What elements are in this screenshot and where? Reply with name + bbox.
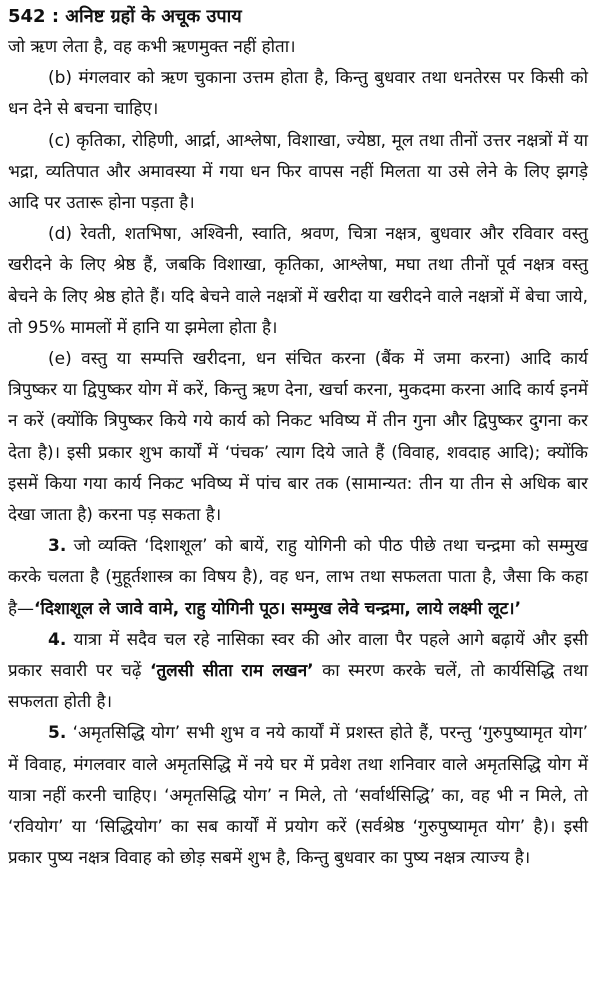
paragraph-c: (c) कृतिका, रोहिणी, आर्द्रा, आश्लेषा, विशाखा, ज्येष्ठा, मूल तथा तीनों उत्तर नक्षत्रों में या भद्रा, व्यतिपात और अमावस्या में गया धन फिर वापस नहीं मिलता या उसे लेने के लिए झगड़े आदि पर उतारू होना पड़ता है। — [8, 130, 588, 214]
paragraph-text: का स्मरण करके चलें, तो कार्यसिद्धि तथा सफलता होती है। — [8, 661, 588, 713]
paragraph-b: (b) मंगलवार को ऋण चुकाना उत्तम होता है, किन्तु बुधवार तथा धनतेरस पर किसी को धन देने से बचना चाहिए। — [8, 68, 588, 120]
item-number: 5. — [48, 723, 67, 744]
item-number: 4. — [48, 629, 67, 650]
page-header: 542 : अनिष्ट ग्रहों के अचूक उपाय — [8, 6, 242, 27]
item-number: 3. — [48, 536, 67, 557]
quoted-mantra: ‘तुलसी सीता राम लखन’ — [149, 661, 314, 682]
paragraph-text: ‘अमृतसिद्धि योग’ सभी शुभ व नये कार्यों में प्रशस्त होते हैं, परन्तु ‘गुरुपुष्यामृत योग’ में विवाह, मंगलवार वाले अमृतसिद्धि में नये घर में प्रवेश तथा शनिवार वाले अमृतसिद्धि योग में यात्रा नहीं करनी चाहिए। ‘अमृतसिद्धि योग’ न मिले, तो ‘सर्वार्थसिद्धि’ का, वह भी न मिले, तो ‘रवियोग’ या ‘सिद्धियोग’ का सब कार्यों में प्रयोग करें (सर्वश्रेष्ठ ‘गुरुपुष्यामृत योग’ है)। इसी प्रकार पुष्य नक्षत्र विवाह को छोड़ सबमें शुभ है, किन्तु बुधवार का पुष्य नक्षत्र त्याज्य है। — [8, 723, 589, 869]
quoted-verse: ‘दिशाशूल ले जावे वामे, राहु योगिनी पूठ। सम्मुख लेवे चन्द्रमा, लाये लक्ष्मी लूट।’ — [34, 598, 522, 619]
paragraph-4 — [8, 625, 588, 719]
paragraph-text: जो व्यक्ति ‘दिशाशूल’ को बायें, राहु योगिनी को पीठ पीछे तथा चन्द्रमा को सम्मुख करके चलता है (मुहूर्तशास्त्र का विषय है), वह धन, लाभ तथा सफलता पाता है, जैसा कि कहा है— — [8, 536, 588, 619]
paragraph-5 — [8, 718, 588, 874]
paragraph-3 — [8, 531, 588, 625]
paragraph-continuation: जो ऋण लेता है, वह कभी ऋणमुक्त नहीं होता। — [8, 37, 296, 57]
paragraph-d: (d) रेवती, शतभिषा, अश्विनी, स्वाति, श्रवण, चित्रा नक्षत्र, बुधवार और रविवार वस्तु खरीदने के लिए श्रेष्ठ हैं, जबकि विशाखा, कृतिका, आश्लेषा, मघा तथा तीनों पूर्व नक्षत्र वस्तु बेचने के लिए श्रेष्ठ होते हैं। यदि बेचने वाले नक्षत्रों में खरीदा या खरीदने वाले नक्षत्रों में बेचा जाये, तो 95% मामलों में हानि या झमेला होता है। — [8, 224, 588, 338]
paragraph-text: यात्रा में सदैव चल रहे नासिका स्वर की ओर वाला पैर पहले आगे बढ़ायें और इसी प्रकार सवारी पर चढ़ें — [8, 629, 589, 682]
paragraph-e: (e) वस्तु या सम्पत्ति खरीदना, धन संचित करना (बैंक में जमा करना) आदि कार्य त्रिपुष्कर या द्विपुष्कर योग में करें, किन्तु ऋण देना, खर्चा करना, मुकदमा करना आदि कार्य इनमें न करें (क्योंकि त्रिपुष्कर किये गये कार्य को निकट भविष्य में तीन गुना और द्विपुष्कर दुगना कर देता है)। इसी प्रकार शुभ कार्यों में ‘पंचक’ त्याग दिये जाते हैं (विवाह, शवदाह आदि); क्योंकि इसमें किया गया कार्य निकट भविष्य में पांच बार तक (सामान्यत: तीन या तीन से अधिक बार देखा जाता है) करना पड़ सकता है। — [8, 349, 588, 526]
